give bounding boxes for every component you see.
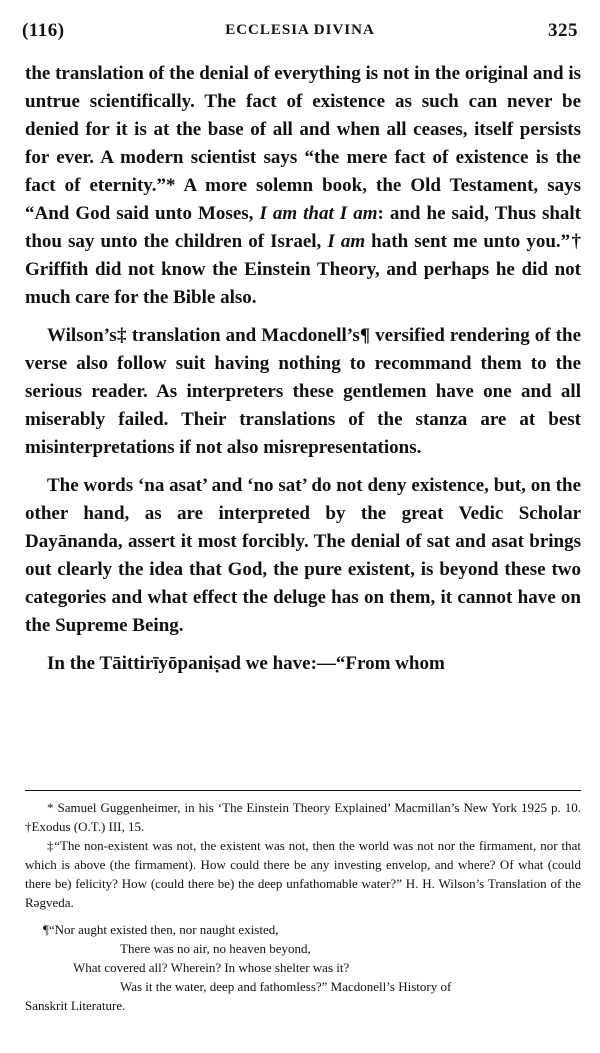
page-number: 325 [548, 20, 578, 41]
footnotes [25, 798, 581, 1015]
paragraph-4: In the Tāittirīyōpaniṣad we have:—“From whom [47, 653, 445, 674]
paragraph-3: The words ‘na asat’ and ‘no sat’ do not deny existence, but, on the other hand, as are interpreted by the great Vedic Scholar Dayānanda, assert it most forcibly. The denial of sat and asat brings out clearly the idea that God, the pure existent, is beyond these two categories and what effect the deluge has on them, it cannot have on the Supreme Being. [25, 475, 581, 636]
main-text [25, 60, 581, 678]
footnote-divider [25, 790, 581, 791]
paragraph-2: Wilson’s‡ translation and Macdonell’s¶ versified rendering of the verse also follow suit having nothing to recommand them to the serious reader. As interpreters these gentlemen have one and all miserably failed. Their translations of the stanza are at best misinterpretations if not also misrepresentations. [25, 325, 581, 458]
chapter-page-number: (116) [22, 20, 65, 41]
footnote-guggenheimer-exodus: * Samuel Guggenheimer, in his ‘The Einstein Theory Explained’ Macmillan’s New York 1925 p. 10. †Exodus (O.T.) III, 15. [25, 800, 581, 834]
verse-line: Sanskrit Literature. [25, 998, 126, 1013]
footnote-wilson: ‡“The non-existent was not, the existent was not, then the world was not nor the firmament, nor that which is above (the firmament). How could there be any investing envelop, and where? Of what (could there be) felicity? How (could there be) the deep unfathomable water?” H. H. Wilson’s Translation of the Rəgveda. [25, 838, 581, 910]
verse-line: ¶“Nor aught existed then, nor naught existed, [43, 922, 279, 937]
emphasis-i-am: I am [327, 231, 366, 252]
emphasis-i-am-that-i-am: I am that I am [259, 203, 378, 224]
verse-line: There was no air, no heaven beyond, [120, 941, 311, 956]
verse-line: Was it the water, deep and fathomless?” Macdonell’s History of [120, 979, 452, 994]
paragraph-1: the translation of the denial of everything is not in the original and is untrue scientifically. The fact of existence as such can never be denied for it is at the base of all and when all ceases, itself persists for ever. A modern scientist says “the mere fact of existence is the fact of eternity.”* A more solemn book, the Old Testament, says “And God said unto Moses, I am that I am: and he said, Thus shalt thou say unto the children of Israel, I am hath sent me unto you.”† Griffith did not know the Einstein Theory, and perhaps he did not much care for the Bible also. [25, 63, 582, 308]
running-title: ECCLESIA DIVINA [225, 22, 375, 38]
running-header [22, 20, 578, 46]
footnote-macdonell-verse [25, 920, 581, 1015]
verse-line: What covered all? Wherein? In whose shelter was it? [73, 960, 350, 975]
